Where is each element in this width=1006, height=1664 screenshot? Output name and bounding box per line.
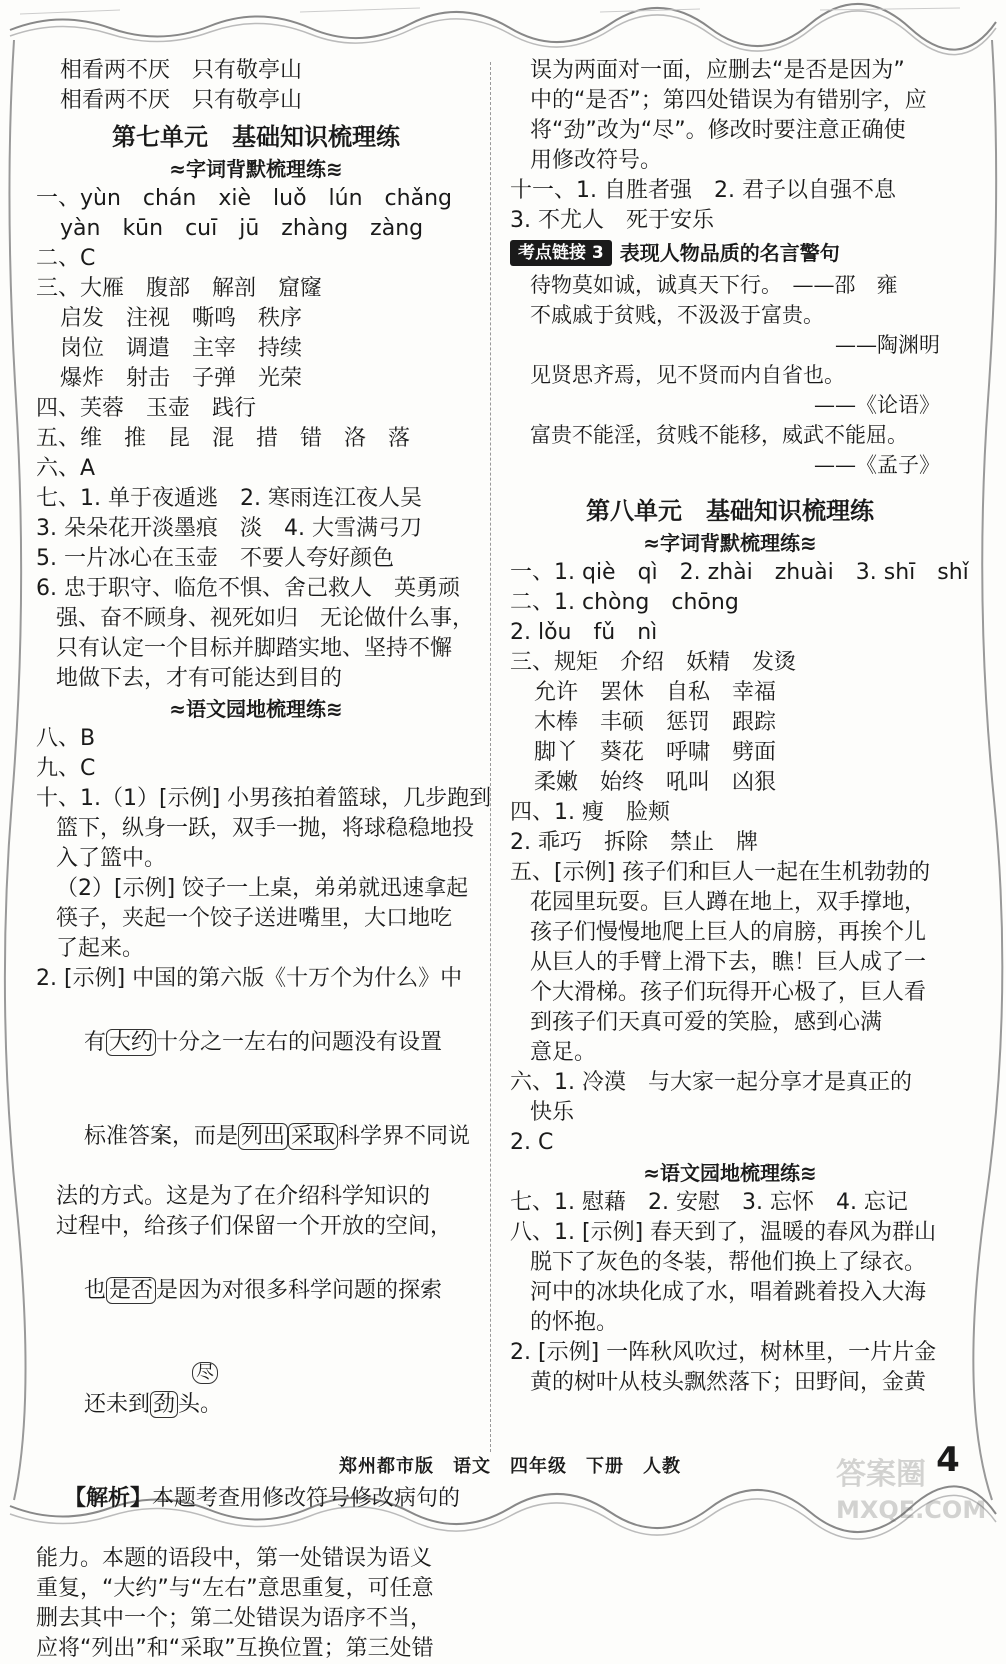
answer-line: 快乐 (530, 1100, 575, 1125)
answer-line: （2）[示例] 饺子一上桌，弟弟就迅速拿起 (56, 876, 469, 901)
swapped-word: 列出 (238, 1123, 288, 1150)
answer-line: 柔嫩 始终 吼叫 凶狠 (534, 770, 777, 795)
text-seg: 有 (83, 1030, 106, 1055)
answer-line: 花园里玩耍。巨人蹲在地上，双手撑地， (530, 890, 927, 915)
answer-line: 二、1. chòng chōng (510, 590, 739, 615)
analysis-line: 重复，“大约”与“左右”意思重复，可任意 (36, 1576, 434, 1601)
answer-line: 2. lǒu fǔ nì (510, 620, 658, 645)
answer-line: 强、奋不顾身、视死如归 无论做什么事， (56, 606, 475, 631)
text-seg: 头。 (178, 1392, 223, 1417)
answer-line: 八、1. [示例] 春天到了，温暖的春风为群山 (510, 1220, 937, 1245)
answer-line: 篮下，纵身一跃，双手一抛，将球稳稳地投 (56, 816, 475, 841)
answer-line: 黄的树叶从枝头飘然落下；田野间，金黄 (530, 1370, 927, 1395)
answer-line: 四、1. 瘦 脸颊 (510, 800, 670, 825)
answer-line: 地做下去，才有可能达到目的 (56, 666, 343, 691)
answer-line: 允许 罢休 自私 幸福 (534, 680, 777, 705)
quote-author: ——《论语》 (814, 393, 940, 417)
analysis-label: 【解析】 (63, 1486, 152, 1511)
circled-word: 大约 (106, 1029, 156, 1056)
analysis-line: 用修改符号。 (530, 148, 663, 173)
answer-line: 2. C (510, 1130, 554, 1155)
poem-line: 相看两不厌 只有敬亭山 (60, 88, 303, 113)
answer-line: 岗位 调遣 主宰 持续 (60, 336, 303, 361)
answer-line: 只有认定一个目标并脚踏实地、坚持不懈 (56, 636, 453, 661)
watermark-logo (832, 1448, 987, 1528)
answer-line: 6. 忠于职守、临危不惧、舍己救人 英勇顽 (36, 576, 460, 601)
text-seg: 十分之一左右的问题没有设置 (156, 1030, 443, 1055)
unit8-sub-vocab: ≈字词背默梳理练≋ (643, 531, 817, 555)
answer-line: 五、[示例] 孩子们和巨人一起在生机勃勃的 (510, 860, 931, 885)
answer-line: 七、1. 单于夜遁逃 2. 寒雨连江夜人吴 (36, 486, 422, 511)
knowledge-link (510, 238, 950, 268)
analysis-line: 删去其中一个；第二处错误为语序不当， (36, 1606, 433, 1631)
answer-line: 三、大雁 腹部 解剖 窟窿 (36, 276, 323, 301)
unit8-sub-garden: ≈语文园地梳理练≋ (643, 1161, 817, 1185)
top-border (0, 0, 1006, 44)
answer-line: 到孩子们天真可爱的笑脸，感到心满 (530, 1010, 883, 1035)
unit7-sub-vocab: ≈字词背默梳理练≋ (169, 157, 343, 181)
answer-line: 3. 朵朵花开淡墨痕 淡 4. 大雪满弓刀 (36, 516, 422, 541)
knowledge-link-badge: 考点链接 3 (510, 240, 612, 266)
analysis-line: 能力。本题的语段中，第一处错误为语义 (36, 1546, 433, 1571)
analysis-line: 将“劲”改为“尽”。修改时要注意正确使 (530, 118, 906, 143)
answer-line: 入了篮中。 (56, 846, 167, 871)
replacement-char: 尽 (192, 1362, 218, 1384)
analysis-line: 中的“是否”；第四处错误为有错别字，应 (530, 88, 927, 113)
answer-line: 意足。 (530, 1040, 597, 1065)
answer-line: 三、规矩 介绍 妖精 发烫 (510, 650, 797, 675)
left-border (0, 0, 30, 1536)
answer-line: yàn kūn cuī jū zhàng zàng (60, 216, 424, 241)
answer-line: 5. 一片冰心在玉壶 不要人夸好颜色 (36, 546, 394, 571)
right-border (976, 0, 1006, 1536)
quote-line: 待物莫如诚，诚真天下行。 ——邵 雍 (530, 273, 898, 297)
answer-line: 九、C (36, 756, 96, 781)
answer-line: 七、1. 慰藉 2. 安慰 3. 忘怀 4. 忘记 (510, 1190, 908, 1215)
answer-line: 启发 注视 嘶鸣 秩序 (60, 306, 303, 331)
right-column (510, 56, 969, 1456)
page-footer: 郑州都市版 语文 四年级 下册 人教 (339, 1456, 681, 1477)
unit7-sub-garden: ≈语文园地梳理练≋ (169, 697, 343, 721)
answer-line: 了起来。 (56, 936, 145, 961)
answer-line: 五、维 推 昆 混 措 错 洛 落 (36, 426, 411, 451)
text-seg: 也 (83, 1278, 106, 1303)
answer-line: 从巨人的手臂上滑下去，瞧！巨人成了一 (530, 950, 927, 975)
answer-line: 的怀抱。 (530, 1310, 619, 1335)
corrected-line (36, 1092, 476, 1182)
answer-line: 3. 不尤人 死于安乐 (510, 208, 714, 233)
text-seg: 本题考查用修改符号修改病句的 (152, 1486, 461, 1511)
answer-line: 筷子，夹起一个饺子送进嘴里，大口地吃 (56, 906, 453, 931)
circled-word: 劲 (150, 1391, 178, 1418)
answer-line: 爆炸 射击 子弹 光荣 (60, 366, 303, 391)
text-seg: 是因为对很多科学问题的探索 (156, 1278, 443, 1303)
unit8-title: 第八单元 基础知识梳理练 (586, 497, 874, 525)
quote-line: 不戚戚于贫贱，不汲汲于富贵。 (530, 303, 824, 327)
quote-author: ——《孟子》 (814, 453, 940, 477)
answer-line: 脚丫 葵花 呼啸 劈面 (534, 740, 777, 765)
text-seg: 标准答案，而是 (83, 1124, 238, 1149)
answer-line: 过程中，给孩子们保留一个开放的空间， (56, 1214, 453, 1239)
text-seg: 科学界不同说 (338, 1124, 471, 1149)
insert-mark (36, 1336, 476, 1383)
answer-line: 一、1. qiè qì 2. zhài zhuài 3. shī shǐ (510, 560, 969, 585)
answer-line: 个大滑梯。孩子们玩得开心极了，巨人看 (530, 980, 927, 1005)
unit7-title: 第七单元 基础知识梳理练 (112, 123, 400, 151)
analysis-line: 误为两面对一面，应删去“是否是因为” (530, 58, 905, 83)
svg-text:MXQE.COM: MXQE.COM (836, 1496, 987, 1524)
swapped-word: 采取 (288, 1123, 338, 1150)
page-number: 4 (936, 1440, 960, 1480)
quote-line: 见贤思齐焉，见不贤而内自省也。 (530, 363, 845, 387)
quote-line: 富贵不能淫，贫贱不能移，威武不能屈。 (530, 423, 908, 447)
answer-line: 法的方式。这是为了在介绍科学知识的 (56, 1184, 431, 1209)
analysis-line: 应将“列出”和“采取”互换位置；第三处错 (36, 1636, 434, 1661)
answer-line: 2. [示例] 一阵秋风吹过，树林里，一片片金 (510, 1340, 937, 1365)
corrected-line (36, 1360, 476, 1450)
circled-word: 是否 (106, 1277, 156, 1304)
corrected-line (36, 998, 476, 1088)
text-seg: 还未到 (83, 1392, 150, 1417)
answer-line: 六、A (36, 456, 96, 481)
answer-line: 孩子们慢慢地爬上巨人的肩膀，再挨个儿 (530, 920, 927, 945)
answer-line: 木棒 丰硕 惩罚 跟踪 (534, 710, 777, 735)
poem-line: 相看两不厌 只有敬亭山 (60, 58, 303, 83)
corrected-line (36, 1246, 476, 1336)
answer-line: 十一、1. 自胜者强 2. 君子以自强不息 (510, 178, 896, 203)
svg-text:答案圈: 答案圈 (836, 1457, 926, 1492)
answer-line: 河中的冰块化成了水，唱着跳着投入大海 (530, 1280, 927, 1305)
answer-line: 二、C (36, 246, 96, 271)
answer-line: 四、芙蓉 玉壶 践行 (36, 396, 257, 421)
quote-author: ——陶渊明 (835, 333, 940, 357)
answer-line: 2. [示例] 中国的第六版《十万个为什么》中 (36, 966, 463, 991)
answer-line: 2. 乖巧 拆除 禁止 牌 (510, 830, 758, 855)
answer-line: 八、B (36, 726, 96, 751)
answer-line: 十、1.（1）[示例] 小男孩拍着篮球，几步跑到 (36, 786, 492, 811)
answer-line: 六、1. 冷漠 与大家一起分享才是真正的 (510, 1070, 912, 1095)
knowledge-link-title: 表现人物品质的名言警句 (619, 241, 840, 265)
answer-line: 脱下了灰色的冬装，帮他们换上了绿衣。 (530, 1250, 927, 1275)
answer-line: 一、yùn chán xiè luǒ lún chǎng (36, 186, 452, 211)
left-column (36, 56, 492, 1661)
column-divider (490, 62, 491, 1452)
